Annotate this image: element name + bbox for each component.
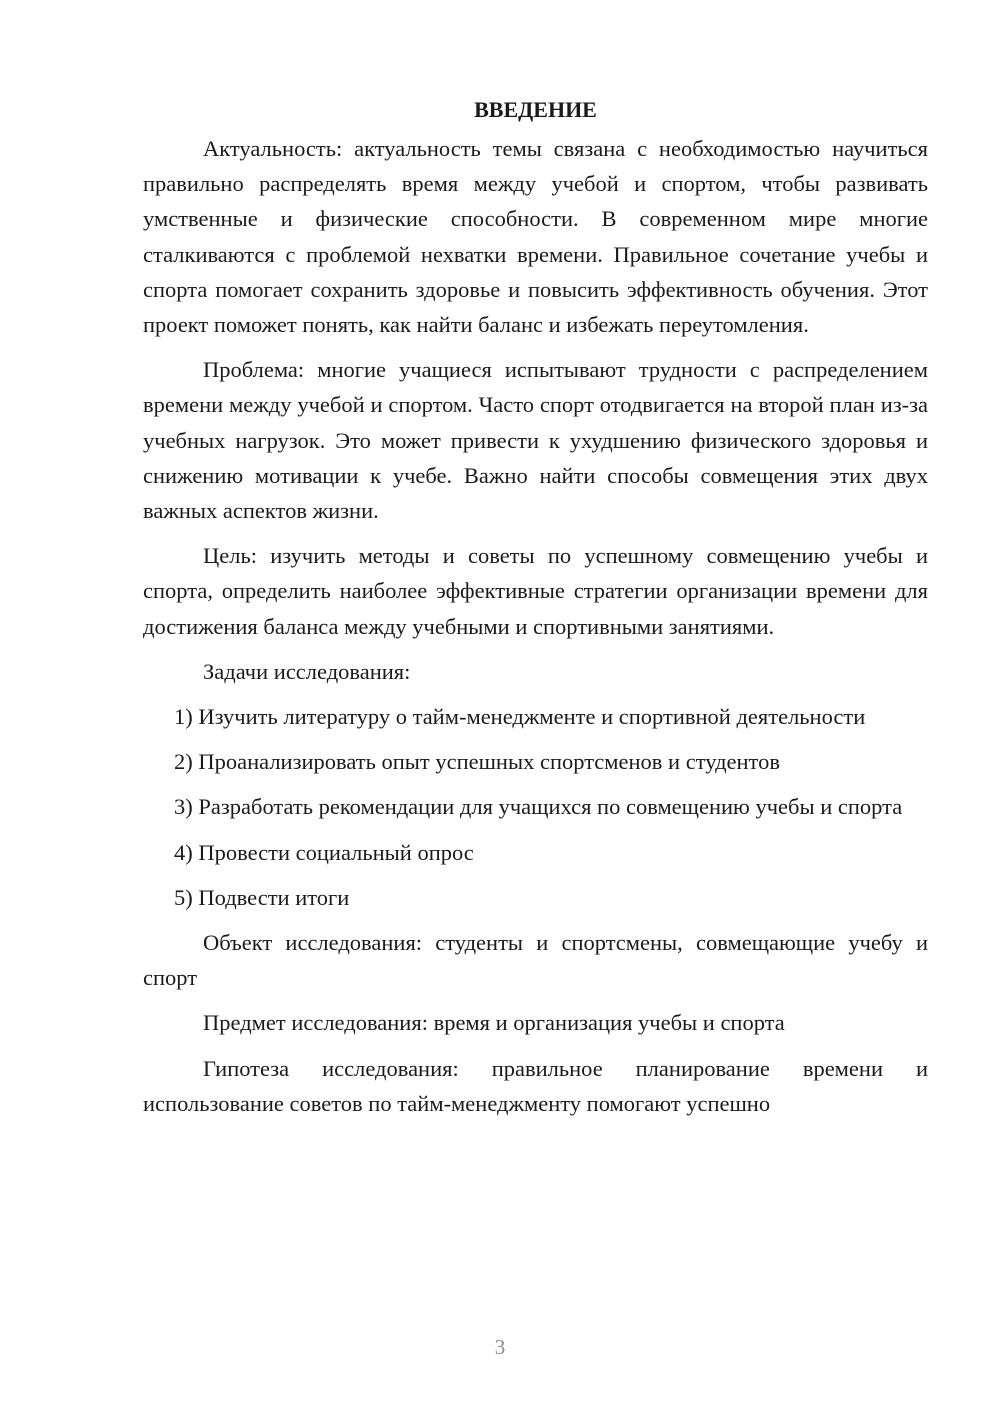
section-heading: ВВЕДЕНИЕ <box>474 97 597 122</box>
task-item-2: 2) Проанализировать опыт успешных спортсменов и студентов <box>174 749 780 775</box>
page-number: 3 <box>494 1335 506 1359</box>
subject-paragraph: Предмет исследования: время и организация учебы и спорта <box>203 1010 785 1036</box>
document-page <box>143 92 928 1131</box>
task-item-4: 4) Провести социальный опрос <box>174 839 474 865</box>
object-paragraph: Объект исследования: студенты и спортсмены, совмещающие учебу и спорт <box>143 930 928 991</box>
relevance-paragraph: Актуальность: актуальность темы связана с необходимостью научиться правильно распределять время между учебой и спортом, чтобы развивать умственные и физические способности. В современном мире многие сталкиваются с проблемой нехватки времени. Правильное сочетание учебы и спорта помогает сохранить здоровье и повысить эффективность обучения. Этот проект поможет понять, как найти баланс и избежать переутомления. <box>143 136 928 338</box>
tasks-title: Задачи исследования: <box>203 658 411 684</box>
goal-paragraph: Цель: изучить методы и советы по успешному совмещению учебы и спорта, определить наиболее эффективные стратегии организации времени для достижения баланса между учебными и спортивными занятиями. <box>143 543 928 639</box>
problem-paragraph: Проблема: многие учащиеся испытывают трудности с распределением времени между учебой и спортом. Часто спорт отодвигается на второй план из-за учебных нагрузок. Это может привести к ухудшению физического здоровья и снижению мотивации к учебе. Важно найти способы совмещения этих двух важных аспектов жизни. <box>143 357 928 524</box>
hypothesis-paragraph: Гипотеза исследования: правильное планирование времени и использование советов по тайм-менеджменту помогают успешно <box>143 1055 928 1116</box>
task-item-3: 3) Разработать рекомендации для учащихся по совмещению учебы и спорта <box>174 794 903 820</box>
task-item-5: 5) Подвести итоги <box>174 884 350 910</box>
task-item-1: 1) Изучить литературу о тайм-менеджменте и спортивной деятельности <box>174 704 866 730</box>
